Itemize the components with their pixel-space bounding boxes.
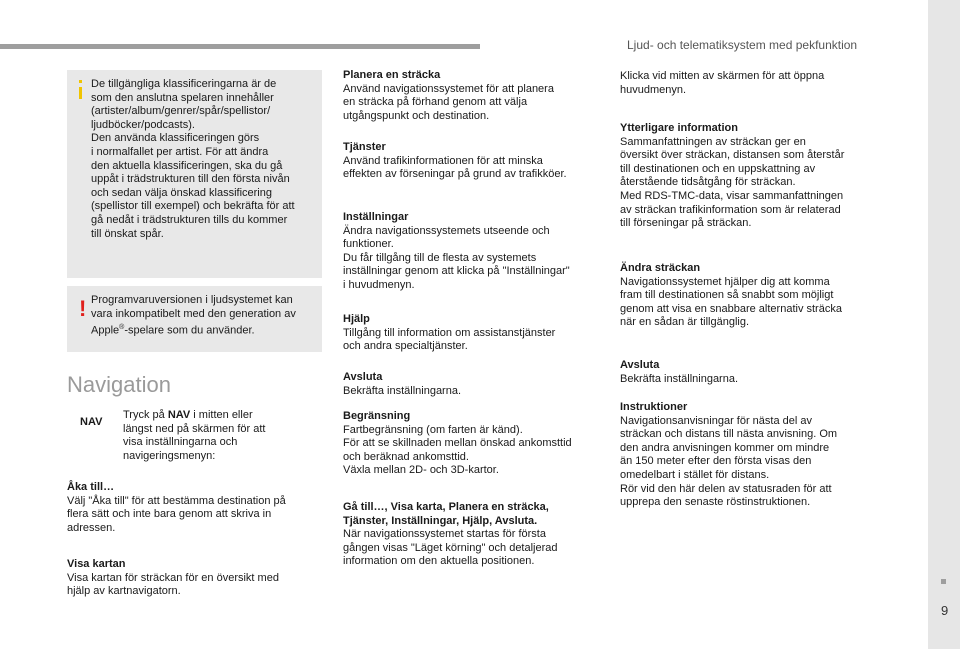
- block-heading: Begränsning: [343, 410, 411, 422]
- info-text: De tillgängliga klassificeringarna är de som den anslutna spelaren innehåller (artister/album/genrer/spår/spellistor/ ljudböcker/podcasts). Den använda klassificeringen görs i normalfallet per artist. För att ändra den aktuella klassificeringen, ska du gå uppåt i trädstrukturen till den första nivån och sedan välja önskad klassificering (spellistor till exempel) och bekräfta för att gå nedåt i trädstrukturen tills du kommer till önskat spår.: [91, 78, 295, 240]
- block-heading: Gå till…, Visa karta, Planera en sträcka, Tjänster, Inställningar, Hjälp, Avsluta.: [343, 501, 549, 527]
- block-body: Visa kartan för sträckan för en översikt med hjälp av kartnavigatorn.: [67, 571, 279, 598]
- section-title: Navigation: [67, 372, 171, 397]
- block-heading: Hjälp: [343, 313, 370, 325]
- block-heading: Planera en sträcka: [343, 69, 441, 81]
- chapter-title: Ljud- och telematiksystem med pekfunktion: [627, 38, 858, 52]
- text-block: [343, 371, 605, 398]
- block-heading: Inställningar: [343, 211, 409, 223]
- block-body: När navigationssystemet startas för första gången visas "Läget körning" och detaljerad information om den aktuella positionen.: [343, 528, 558, 568]
- text-block: [67, 558, 317, 599]
- block-body: Bekräfta inställningarna.: [620, 372, 739, 385]
- block-heading: Åka till…: [67, 481, 115, 493]
- warning-line: vara inkompatibelt med den generation av: [91, 307, 296, 320]
- info-box: [67, 70, 322, 278]
- block-body: Klicka vid mitten av skärmen för att öppna huvudmenyn.: [620, 70, 825, 96]
- info-icon: [79, 87, 82, 99]
- block-heading: Avsluta: [343, 371, 383, 383]
- text-block: [343, 211, 605, 293]
- block-body: Navigationssystemet hjälper dig att komma fram till destinationen så snabbt som möjligt genom att visa en snabbare alternativ sträcka när en sådan är tillgänglig.: [620, 275, 842, 329]
- header-rule: [0, 44, 480, 49]
- block-body: Använd trafikinformationen för att minska effekten av förseningar på grund av trafikköer.: [343, 154, 567, 181]
- side-tab: [928, 0, 960, 649]
- warning-text-end: -spelare som du använder.: [124, 324, 255, 337]
- text-block: [343, 410, 605, 478]
- page-number: 9: [941, 603, 949, 618]
- nav-desc-key: NAV: [167, 409, 191, 421]
- block-heading: Ändra sträckan: [620, 262, 701, 274]
- text-block: [343, 69, 605, 123]
- warning-line: Programvaruversionen i ljudsystemet kan: [91, 294, 293, 306]
- registered-mark: ®: [119, 324, 125, 332]
- block-heading: Avsluta: [620, 359, 660, 371]
- warning-line: [91, 321, 319, 338]
- text-block: [620, 70, 870, 97]
- block-body: Välj "Åka till" för att bestämma destination på flera sätt och inte bara genom att skriva in adressen.: [67, 494, 286, 534]
- block-heading: Ytterligare information: [620, 122, 738, 134]
- block-body: Navigationsanvisningar för nästa del av sträckan och distans till nästa anvisning. Om den andra anvisningen kommer om mindre än 150 meter efter den första visas den omedelbart i stället för distans. Rör vid den här delen av statusraden för att upprepa den senaste röstinstruktionen.: [620, 414, 838, 509]
- block-body: Ändra navigationssystemets utseende och funktioner. Du får tillgång till de flesta av systemets inställningar genom att klicka på "Inställningar" i huvudmenyn.: [343, 224, 570, 291]
- nav-key-label: NAV: [80, 416, 103, 428]
- block-body: Bekräfta inställningarna.: [343, 384, 462, 397]
- text-block: [620, 401, 870, 510]
- nav-description: [123, 409, 273, 463]
- block-heading: Tjänster: [343, 141, 386, 153]
- block-heading: Instruktioner: [620, 401, 688, 413]
- warning-text: [91, 294, 319, 338]
- brand-text: Apple: [91, 324, 120, 337]
- text-block: [67, 481, 317, 535]
- text-block: [620, 359, 870, 386]
- block-body: Tillgång till information om assistanstjänster och andra specialtjänster.: [343, 326, 556, 353]
- text-block: [620, 122, 870, 231]
- block-heading: Visa kartan: [67, 558, 126, 570]
- block-body: Använd navigationssystemet för att planera en sträcka på förhand genom att välja utgångspunkt och destination.: [343, 82, 554, 122]
- page-marker: [941, 579, 946, 584]
- text-block: [343, 501, 605, 569]
- nav-desc-end: i mitten eller längst ned på skärmen för att visa inställningarna och navigeringsmenyn:: [123, 409, 266, 462]
- text-block: [620, 262, 870, 330]
- text-block: [343, 313, 605, 354]
- text-block: [343, 141, 605, 182]
- block-body: Sammanfattningen av sträckan ger en översikt över sträckan, distansen som återstår till destinationen och en uppskattning av återstående tidsåtgång för sträckan. Med RDS-TMC-data, visar sammanfattningen av sträckan trafikinformation som är relaterad till förseningar på sträckan.: [620, 135, 845, 230]
- nav-desc-start: Tryck på: [123, 409, 168, 421]
- block-body: Fartbegränsning (om farten är känd). För att se skillnaden mellan önskad ankomsttid och beräknad ankomsttid. Växla mellan 2D- och 3D-kartor.: [343, 423, 572, 477]
- warning-box: [67, 286, 322, 352]
- warning-icon: !: [79, 296, 87, 321]
